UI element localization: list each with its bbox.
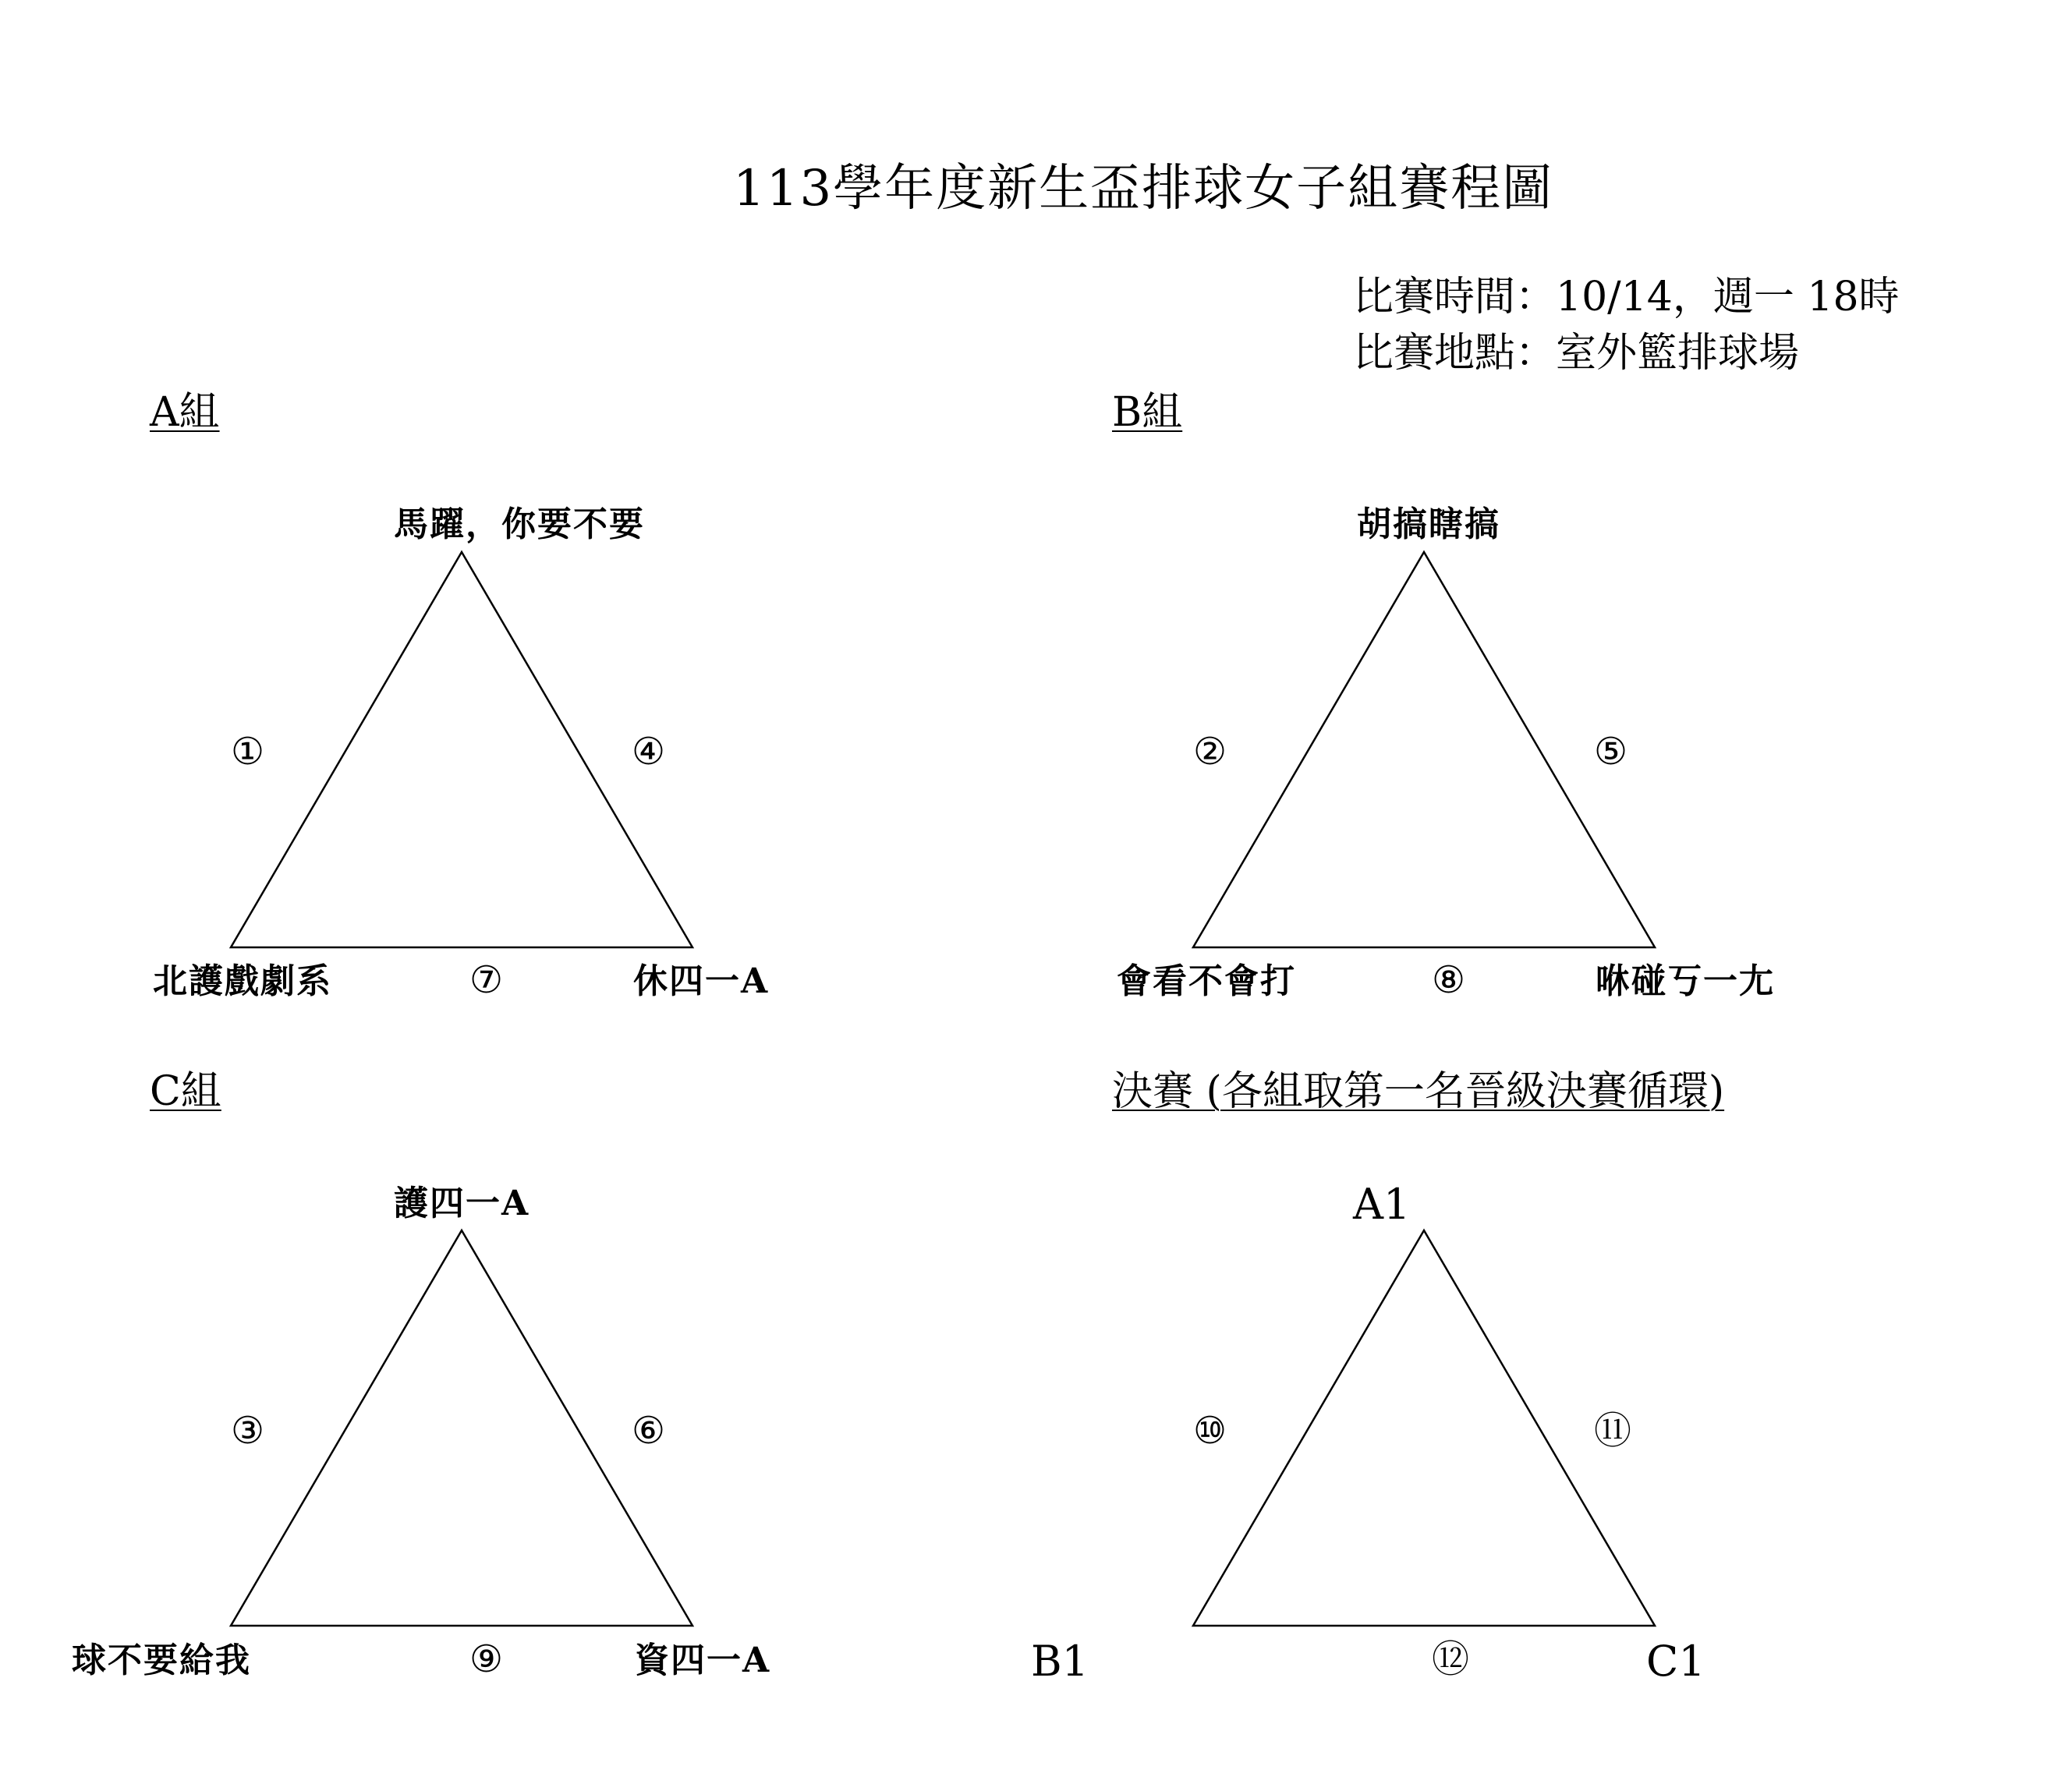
- match-7-marker: ⑦: [469, 958, 504, 1002]
- group-c-label: C組: [150, 1068, 221, 1115]
- match-11-marker: ⑪: [1594, 1409, 1632, 1453]
- match-3-marker: ③: [231, 1409, 265, 1453]
- match-2-marker: ②: [1193, 730, 1227, 773]
- group-b-triangle: [1193, 552, 1655, 947]
- group-c-right-team: 資四一A: [635, 1641, 771, 1680]
- group-a-left-team: 北護戲劇系: [153, 961, 332, 1001]
- group-b-top-team: 胡搞瞎搞: [1357, 504, 1500, 544]
- group-a-triangle: [231, 552, 692, 947]
- match-4-marker: ④: [632, 730, 666, 773]
- group-a-right-team: 休四一A: [633, 961, 770, 1001]
- page-title: 113學年度新生盃排球女子組賽程圖: [733, 160, 1554, 218]
- group-c-top-team: 護四一A: [394, 1184, 530, 1223]
- group-c-left-team: 球不要給我: [72, 1641, 251, 1680]
- match-8-marker: ⑧: [1432, 958, 1466, 1002]
- group-b-label: B組: [1112, 389, 1183, 436]
- group-b-left-team: 會看不會打: [1117, 961, 1296, 1001]
- match-time: 比賽時間：10/14，週一 18時: [1353, 274, 1900, 320]
- match-10-marker: ⑩: [1193, 1409, 1227, 1453]
- final-left-team: B1: [1031, 1637, 1089, 1686]
- group-a-label: A組: [150, 389, 220, 436]
- match-place: 比賽地點：室外籃排球場: [1353, 330, 1800, 377]
- match-6-marker: ⑥: [632, 1409, 666, 1453]
- final-right-team: C1: [1646, 1637, 1705, 1686]
- group-c-triangle: [231, 1230, 692, 1626]
- match-1-marker: ①: [231, 730, 265, 773]
- match-5-marker: ⑤: [1594, 730, 1628, 773]
- match-12-marker: ⑫: [1432, 1637, 1470, 1681]
- group-b-right-team: 咻碰丂一尢: [1596, 961, 1775, 1001]
- group-a-top-team: 馬躍，你要不要: [394, 504, 645, 544]
- match-9-marker: ⑨: [469, 1637, 504, 1681]
- final-triangle: [1193, 1230, 1655, 1626]
- final-top-team: A1: [1353, 1180, 1411, 1229]
- final-label: 決賽 (各組取第一名晉級決賽循環): [1112, 1068, 1725, 1115]
